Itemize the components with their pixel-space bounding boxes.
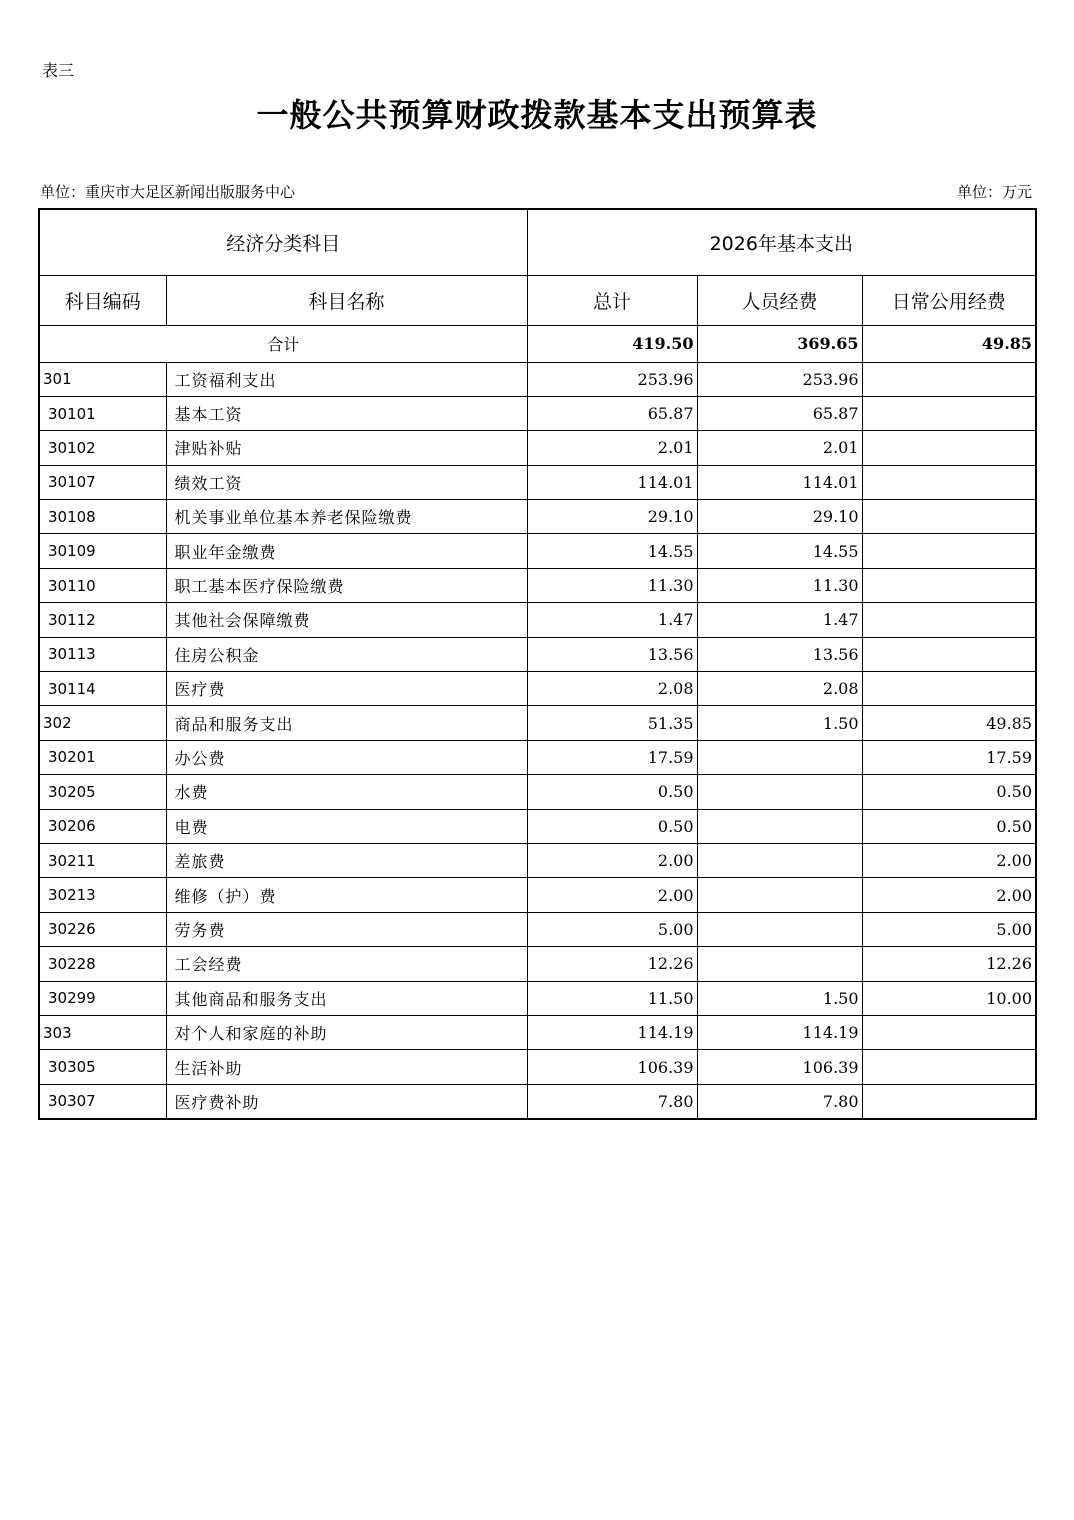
row-personnel xyxy=(697,740,862,774)
row-code: 30107 xyxy=(39,465,166,499)
row-personnel xyxy=(697,809,862,843)
table-row xyxy=(39,637,1036,671)
row-code: 30110 xyxy=(39,568,166,602)
row-public xyxy=(862,1015,1036,1049)
table-row xyxy=(39,1050,1036,1084)
row-personnel: 106.39 xyxy=(697,1050,862,1084)
row-personnel: 29.10 xyxy=(697,500,862,534)
row-total: 65.87 xyxy=(527,396,697,430)
row-total: 7.80 xyxy=(527,1084,697,1118)
row-code: 30307 xyxy=(39,1084,166,1118)
row-code: 302 xyxy=(39,706,166,740)
row-total: 2.00 xyxy=(527,843,697,877)
table-row xyxy=(39,912,1036,946)
row-total: 51.35 xyxy=(527,706,697,740)
row-name: 生活补助 xyxy=(166,1050,527,1084)
table-row xyxy=(39,1084,1036,1118)
row-code: 30206 xyxy=(39,809,166,843)
row-personnel: 114.19 xyxy=(697,1015,862,1049)
row-code: 30101 xyxy=(39,396,166,430)
table-row xyxy=(39,981,1036,1015)
unit-currency: 单位：万元 xyxy=(956,183,1032,201)
row-name: 商品和服务支出 xyxy=(166,706,527,740)
row-personnel: 14.55 xyxy=(697,534,862,568)
row-code: 30201 xyxy=(39,740,166,774)
row-total: 17.59 xyxy=(527,740,697,774)
row-public xyxy=(862,1084,1036,1118)
row-public: 12.26 xyxy=(862,947,1036,981)
row-personnel xyxy=(697,775,862,809)
row-name: 职工基本医疗保险缴费 xyxy=(166,568,527,602)
table-row xyxy=(39,843,1036,877)
row-total: 1.47 xyxy=(527,603,697,637)
row-total: 114.19 xyxy=(527,1015,697,1049)
table-row xyxy=(39,568,1036,602)
row-code: 30211 xyxy=(39,843,166,877)
row-code: 30112 xyxy=(39,603,166,637)
table-row xyxy=(39,396,1036,430)
header-public: 日常公用经费 xyxy=(862,275,1036,325)
table-row xyxy=(39,431,1036,465)
row-name: 机关事业单位基本养老保险缴费 xyxy=(166,500,527,534)
row-public xyxy=(862,362,1036,396)
row-personnel xyxy=(697,878,862,912)
row-public xyxy=(862,1050,1036,1084)
row-name: 劳务费 xyxy=(166,912,527,946)
row-public: 2.00 xyxy=(862,878,1036,912)
table-row xyxy=(39,1015,1036,1049)
table-row xyxy=(39,706,1036,740)
row-name: 职业年金缴费 xyxy=(166,534,527,568)
row-public xyxy=(862,396,1036,430)
table-row xyxy=(39,534,1036,568)
row-personnel: 2.08 xyxy=(697,672,862,706)
table-row xyxy=(39,672,1036,706)
row-total: 0.50 xyxy=(527,809,697,843)
row-name: 对个人和家庭的补助 xyxy=(166,1015,527,1049)
row-public xyxy=(862,431,1036,465)
row-public xyxy=(862,500,1036,534)
row-code: 30102 xyxy=(39,431,166,465)
row-name: 医疗费补助 xyxy=(166,1084,527,1118)
row-total: 2.00 xyxy=(527,878,697,912)
row-personnel: 1.50 xyxy=(697,981,862,1015)
table-row xyxy=(39,500,1036,534)
row-personnel xyxy=(697,912,862,946)
table-row xyxy=(39,878,1036,912)
row-code: 30226 xyxy=(39,912,166,946)
row-name: 工资福利支出 xyxy=(166,362,527,396)
row-personnel: 114.01 xyxy=(697,465,862,499)
row-name: 电费 xyxy=(166,809,527,843)
row-code: 30213 xyxy=(39,878,166,912)
row-code: 30114 xyxy=(39,672,166,706)
table-row xyxy=(39,362,1036,396)
row-name: 其他商品和服务支出 xyxy=(166,981,527,1015)
row-code: 30299 xyxy=(39,981,166,1015)
row-total: 114.01 xyxy=(527,465,697,499)
summary-row xyxy=(39,325,1036,362)
row-total: 11.30 xyxy=(527,568,697,602)
row-total: 2.01 xyxy=(527,431,697,465)
row-public: 0.50 xyxy=(862,775,1036,809)
row-name: 医疗费 xyxy=(166,672,527,706)
header-total: 总计 xyxy=(527,275,697,325)
row-total: 13.56 xyxy=(527,637,697,671)
row-total: 5.00 xyxy=(527,912,697,946)
row-name: 基本工资 xyxy=(166,396,527,430)
page-title: 一般公共预算财政拨款基本支出预算表 xyxy=(256,96,818,134)
row-personnel: 13.56 xyxy=(697,637,862,671)
row-personnel xyxy=(697,843,862,877)
header-personnel: 人员经费 xyxy=(697,275,862,325)
row-public: 10.00 xyxy=(862,981,1036,1015)
row-code: 301 xyxy=(39,362,166,396)
row-total: 106.39 xyxy=(527,1050,697,1084)
header-name: 科目名称 xyxy=(166,275,527,325)
row-name: 差旅费 xyxy=(166,843,527,877)
row-total: 253.96 xyxy=(527,362,697,396)
row-personnel: 7.80 xyxy=(697,1084,862,1118)
unit-organization: 单位：重庆市大足区新闻出版服务中心 xyxy=(40,183,296,201)
row-personnel xyxy=(697,947,862,981)
row-public xyxy=(862,534,1036,568)
header-econ-class: 经济分类科目 xyxy=(39,209,527,275)
row-name: 办公费 xyxy=(166,740,527,774)
row-code: 30108 xyxy=(39,500,166,534)
row-public xyxy=(862,603,1036,637)
table-row xyxy=(39,465,1036,499)
table-row xyxy=(39,947,1036,981)
row-personnel: 2.01 xyxy=(697,431,862,465)
table-row xyxy=(39,775,1036,809)
row-personnel: 1.47 xyxy=(697,603,862,637)
row-public: 0.50 xyxy=(862,809,1036,843)
row-personnel: 65.87 xyxy=(697,396,862,430)
table-row xyxy=(39,740,1036,774)
row-name: 绩效工资 xyxy=(166,465,527,499)
row-total: 2.08 xyxy=(527,672,697,706)
table-number: 表三 xyxy=(42,61,75,80)
row-name: 津贴补贴 xyxy=(166,431,527,465)
row-code: 30205 xyxy=(39,775,166,809)
row-personnel: 253.96 xyxy=(697,362,862,396)
row-total: 14.55 xyxy=(527,534,697,568)
header-year-expense: 2026年基本支出 xyxy=(527,209,1036,275)
row-code: 30305 xyxy=(39,1050,166,1084)
row-code: 303 xyxy=(39,1015,166,1049)
row-personnel: 11.30 xyxy=(697,568,862,602)
row-public xyxy=(862,465,1036,499)
row-public: 17.59 xyxy=(862,740,1036,774)
row-personnel: 1.50 xyxy=(697,706,862,740)
summary-personnel: 369.65 xyxy=(697,325,862,362)
row-code: 30109 xyxy=(39,534,166,568)
row-total: 11.50 xyxy=(527,981,697,1015)
row-public xyxy=(862,568,1036,602)
row-public: 49.85 xyxy=(862,706,1036,740)
row-name: 水费 xyxy=(166,775,527,809)
summary-label: 合计 xyxy=(39,325,527,362)
row-name: 维修（护）费 xyxy=(166,878,527,912)
header-code: 科目编码 xyxy=(39,275,166,325)
budget-table xyxy=(38,208,1037,1120)
row-name: 住房公积金 xyxy=(166,637,527,671)
row-total: 0.50 xyxy=(527,775,697,809)
table-row xyxy=(39,603,1036,637)
row-public xyxy=(862,637,1036,671)
table-row xyxy=(39,809,1036,843)
summary-public: 49.85 xyxy=(862,325,1036,362)
row-name: 其他社会保障缴费 xyxy=(166,603,527,637)
row-public: 5.00 xyxy=(862,912,1036,946)
row-total: 12.26 xyxy=(527,947,697,981)
row-public xyxy=(862,672,1036,706)
summary-total: 419.50 xyxy=(527,325,697,362)
row-code: 30228 xyxy=(39,947,166,981)
row-public: 2.00 xyxy=(862,843,1036,877)
row-name: 工会经费 xyxy=(166,947,527,981)
row-code: 30113 xyxy=(39,637,166,671)
row-total: 29.10 xyxy=(527,500,697,534)
